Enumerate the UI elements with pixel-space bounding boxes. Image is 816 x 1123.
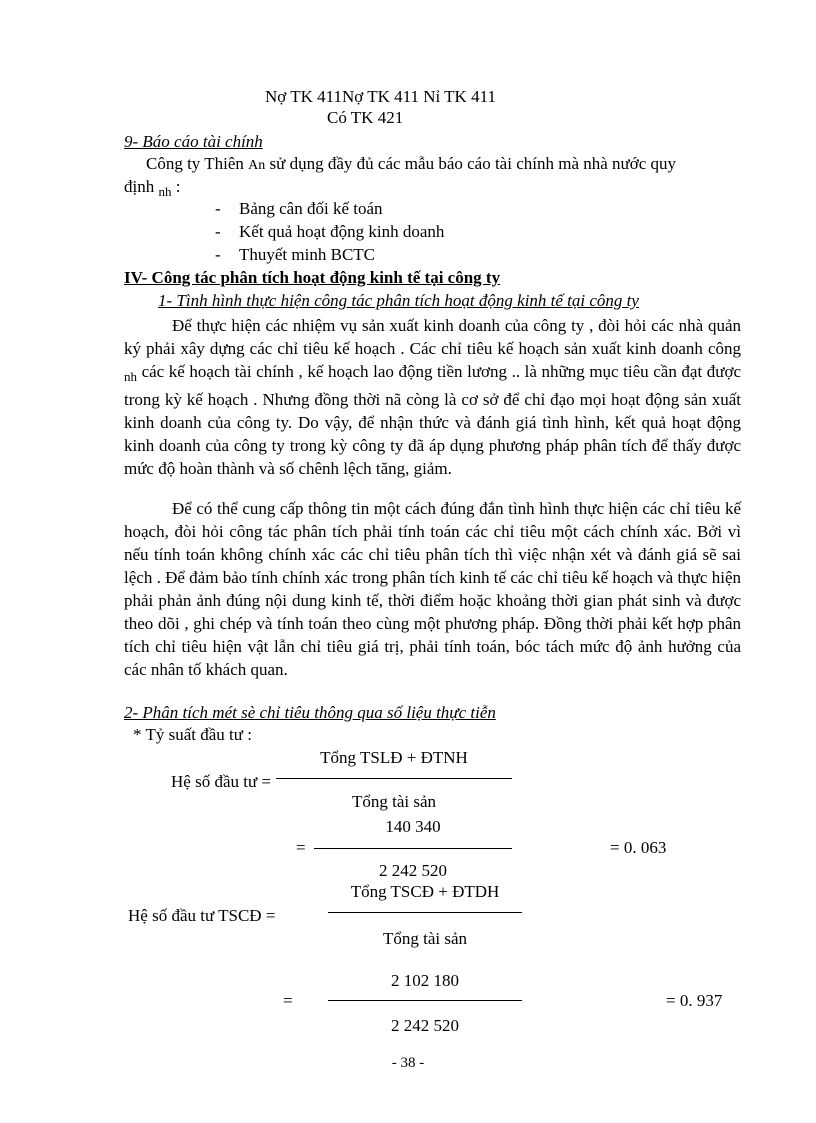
formula-1-result: = 0. 063 <box>610 838 667 857</box>
entry-line-1: Nợ TK 411Nợ TK 411 Nỉ TK 411 <box>265 87 496 106</box>
intro2-text-a: định <box>124 177 159 196</box>
entry-line-2: Có TK 421 <box>327 108 404 127</box>
formula-2-numerator: Tổng TSCĐ + ĐTDH <box>350 882 500 901</box>
formula-2-result: = 0. 937 <box>666 991 723 1010</box>
paragraph-1 <box>124 314 741 480</box>
intro-small-text: An <box>248 158 266 173</box>
intro-text-b: sử dụng đầy đủ các mẫu báo cáo tài chính mà nhà nước quy <box>265 154 677 173</box>
paragraph-1-text-a: Để thực hiện các nhiệm vụ sản xuất kinh doanh của công ty , đòi hỏi các nhà quản ký phải xây dựng các chỉ tiêu kế hoạch . Các chỉ tiêu kế hoạch sản xuất kinh doanh công <box>124 316 741 358</box>
formula-2-eq: = <box>283 991 293 1010</box>
formula-1-value-line <box>314 848 512 849</box>
section-iv-heading: IV- Công tác phân tích hoạt động kinh tế tại công ty <box>124 268 501 287</box>
formula-1-numerator: Tổng TSLĐ + ĐTNH <box>320 748 468 767</box>
formula-1-denominator: Tổng tài sản <box>351 792 437 811</box>
formula-1-den-value: 2 242 520 <box>379 861 447 880</box>
intro2-sub-text: nh <box>158 184 172 199</box>
formula-1-fraction-line <box>276 778 512 779</box>
section-9-intro <box>146 154 741 174</box>
formula-2-denominator: Tổng tài sản <box>382 929 468 948</box>
section-9-heading: 9- Báo cáo tài chính <box>124 132 263 151</box>
formula-1-lhs: Hệ số đầu tư = <box>171 772 272 791</box>
bullet-item <box>215 245 375 265</box>
paragraph-2-text: Để có thể cung cấp thông tin một cách đúng đắn tình hình thực hiện các chỉ tiêu kế hoạch, đòi hỏi công tác phân tích phải tính toán các chỉ tiêu một cách chính xác. Bởi vì nếu tính toán không chính xác các chỉ tiêu phân tích thì việc nhận xét và đánh giá sẽ sai lệch . Để đảm bảo tính chính xác trong phân tích kinh tế các chỉ tiêu kế hoạch và thực hiện phải phản ảnh đúng nội dung kinh tế, thời điểm hoặc khoảng thời gian phát sinh và được theo dõi , ghi chép và tính toán theo cùng một phương pháp. Đồng thời phải kết hợp phân tích chỉ tiêu hiện vật lẫn chỉ tiêu giá trị, phải tính toán, bóc tách mức độ ảnh hưởng của các nhân tố khách quan. <box>124 499 741 679</box>
page-number: - 38 - <box>391 1055 425 1071</box>
paragraph-1-sub: nh <box>124 369 137 384</box>
formula-2-lhs: Hệ số đầu tư TSCĐ = <box>128 906 276 925</box>
rate-label: * Tỷ suất đầu tư : <box>133 725 252 744</box>
bullet-text: Kết quả hoạt động kinh doanh <box>239 222 445 241</box>
bullet-item <box>215 199 383 219</box>
bullet-item <box>215 222 444 242</box>
subsection-2-heading: 2- Phân tích mét sè chỉ tiêu thông qua số liệu thực tiễn <box>124 703 496 722</box>
formula-2-num-value: 2 102 180 <box>391 971 459 990</box>
formula-2-fraction-line <box>328 912 522 913</box>
formula-1-num-value: 140 340 <box>385 817 441 836</box>
bullet-dash: - <box>215 222 221 241</box>
bullet-text: Thuyết minh BCTC <box>239 245 375 264</box>
bullet-text: Bảng cân đối kế toán <box>239 199 383 218</box>
bullet-dash: - <box>215 245 221 264</box>
paragraph-2 <box>124 497 741 681</box>
section-9-intro-line-2 <box>124 177 180 200</box>
formula-2-value-line <box>328 1000 522 1001</box>
formula-1-eq: = <box>296 838 306 857</box>
bullet-dash: - <box>215 199 221 218</box>
subsection-1-heading: 1- Tình hình thực hiện công tác phân tích hoạt động kinh tế tại công ty <box>158 291 639 310</box>
intro2-text-b: : <box>171 177 181 196</box>
intro-text-a: Công ty Thiên <box>146 154 249 173</box>
paragraph-1-text-b: các kế hoạch tài chính , kế hoạch lao động tiền lương .. là những mục tiêu cần đạt được trong kỳ kế hoạch . Nhưng đồng thời nã còng là cơ sở để chỉ đạo mọi hoạt động sản xuất kinh doanh của công ty. Do vậy, để nhận thức và đánh giá tình hình, kết quả hoạt động kinh doanh của công ty trong kỳ công ty đã áp dụng phương pháp phân tích để thấy được mức độ hoàn thành và số chênh lệch tăng, giảm. <box>124 362 741 478</box>
formula-2-den-value: 2 242 520 <box>391 1016 459 1035</box>
